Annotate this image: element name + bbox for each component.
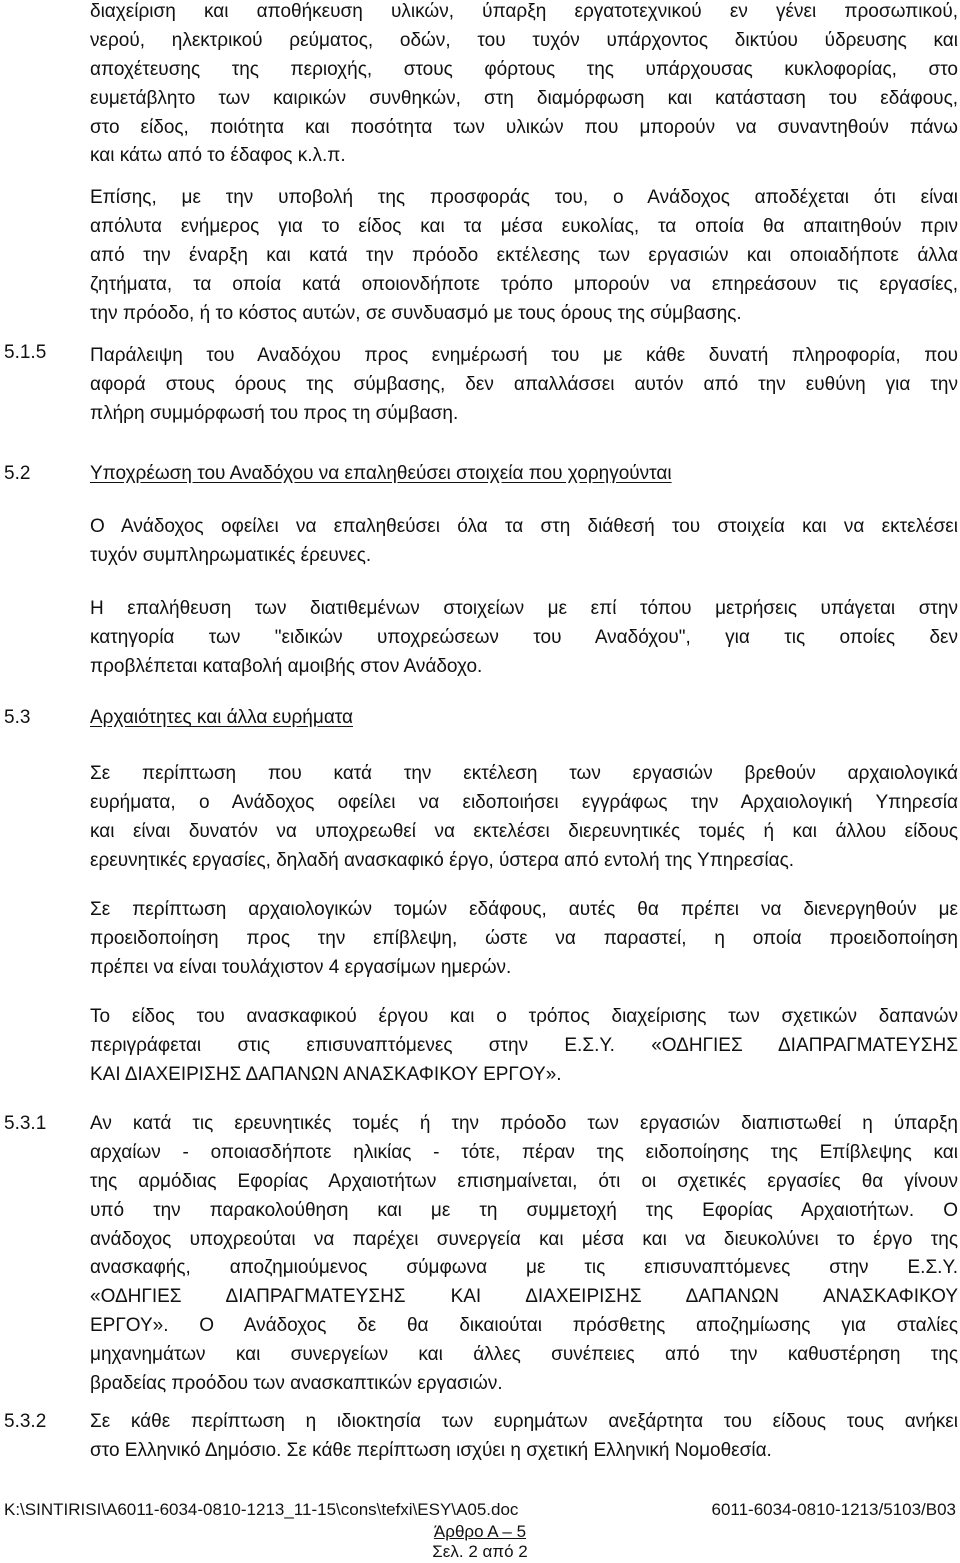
section-number-5-1-5: 5.1.5	[4, 342, 47, 363]
text-line: ζητήματα, τα οποία κατά οποιονδήποτε τρόπο μπορούν να επηρεάσουν τις εργασίες,	[90, 273, 958, 295]
footer-article-text: Άρθρο Α – 5	[433, 1522, 527, 1541]
text-line: περιγράφεται στις επισυναπτόμενες στην Ε.Σ.Υ. «ΟΔΗΓΙΕΣ ΔΙΑΠΡΑΓΜΑΤΕΥΣΗΣ	[90, 1034, 958, 1056]
text-line: Παράλειψη του Αναδόχου προς ενημέρωσή του με κάθε δυνατή πληροφορία, που	[90, 345, 958, 366]
text-line: αποχέτευσης της περιοχής, στους φόρτους της υπάρχουσας κυκλοφορίας, στο	[90, 58, 958, 80]
text-line: και είναι δυνατόν να υποχρεωθεί να εκτελέσει διερευνητικές τομές ή και άλλου είδους	[90, 820, 958, 842]
text-line: Αν κατά τις ερευνητικές τομές ή την πρόοδο των εργασιών διαπιστωθεί η ύπαρξη	[90, 1113, 958, 1134]
section-5-3-para-1	[90, 760, 958, 876]
footer-file-path: K:\SINTIRISI\A6011-6034-0810-1213_11-15\cons\tefxi\ESY\A05.doc	[4, 1500, 519, 1519]
section-5-3-heading-row	[90, 704, 958, 733]
text-line: προβλέπεται καταβολή αμοιβής στον Ανάδοχο.	[90, 655, 483, 677]
text-line: και κάτω από το έδαφος κ.λ.π.	[90, 145, 346, 167]
text-line: τυχόν συμπληρωματικές έρευνες.	[90, 544, 372, 566]
section-5-2-para-2	[90, 595, 958, 682]
text-line: ανάδοχος υποχρεούται να παρέχει συνεργεία και μέσα και να διευκολύνει το έργο της	[90, 1228, 958, 1250]
text-line: «ΟΔΗΓΙΕΣ ΔΙΑΠΡΑΓΜΑΤΕΥΣΗΣ ΚΑΙ ΔΙΑΧΕΙΡΙΣΗΣ ΔΑΠΑΝΩΝ ΑΝΑΣΚΑΦΙΚΟΥ	[90, 1286, 958, 1308]
footer-document-code: 6011-6034-0810-1213/5103/B03	[711, 1500, 956, 1519]
text-line: αρχαίων - οποιασδήποτε ηλικίας - τότε, πέραν της ειδοποίησης της Επίβλεψης και	[90, 1141, 958, 1163]
text-line: Η επαλήθευση των διατιθεμένων στοιχείων με επί τόπου μετρήσεις υπάγεται στην	[90, 598, 958, 619]
text-line: ΕΡΓΟΥ». Ο Ανάδοχος δε θα δικαιούται πρόσθετης αποζημίωσης για σταλίες	[90, 1315, 958, 1337]
section-5-1-5-text	[90, 342, 958, 429]
text-line: μηχανημάτων και συνεργείων και άλλες συνέπειες από την καθυστέρηση της	[90, 1344, 958, 1366]
section-5-3-2-text	[90, 1408, 958, 1466]
text-line: Επίσης, με την υποβολή της προσφοράς του, ο Ανάδοχος αποδέχεται ότι είναι	[90, 187, 958, 208]
section-number-5-3-1: 5.3.1	[4, 1113, 47, 1134]
section-5-2-heading-row	[90, 460, 958, 489]
section-number-5-2: 5.2	[4, 463, 31, 484]
text-line: ευρήματα, ο Ανάδοχος οφείλει να ειδοποιήσει εγγράφως την Αρχαιολογική Υπηρεσία	[90, 791, 958, 813]
text-line: στο είδος, ποιότητα και ποσότητα των υλικών που μπορούν να συναντηθούν πάνω	[90, 116, 958, 138]
footer-page-number: Σελ. 2 από 2	[432, 1542, 528, 1561]
text-line: από την έναρξη και κατά την πρόοδο εκτέλεσης των εργασιών και οποιαδήποτε άλλα	[90, 244, 958, 266]
text-line: ΚΑΙ ΔΙΑΧΕΙΡΙΣΗΣ ΔΑΠΑΝΩΝ ΑΝΑΣΚΑΦΙΚΟΥ ΕΡΓΟΥ».	[90, 1063, 562, 1085]
text-line: Σε περίπτωση αρχαιολογικών τομών εδάφους, αυτές θα πρέπει να διενεργηθούν με	[90, 899, 958, 920]
section-number-5-3: 5.3	[4, 707, 31, 728]
text-line: ανασκαφής, αποζημιούμενος σύμφωνα με τις επισυναπτόμενες στην Ε.Σ.Υ.	[90, 1257, 958, 1279]
section-5-3-heading: Αρχαιότητες και άλλα ευρήματα	[90, 707, 354, 728]
footer-article	[0, 1522, 960, 1542]
section-heading	[90, 704, 958, 733]
text-line: την πρόοδο, ή το κόστος αυτών, σε συνδυασμό με τους όρους της σύμβασης.	[90, 302, 742, 324]
section-number-5-3-2: 5.3.2	[4, 1411, 47, 1432]
paragraph-episis	[90, 184, 958, 328]
text-line: νερού, ηλεκτρικού ρεύματος, οδών, του τυχόν υπάρχοντος δικτύου ύδρευσης και	[90, 29, 958, 51]
section-5-3-para-2	[90, 896, 958, 983]
text-line: προειδοποίηση προς την επίβλεψη, ώστε να παραστεί, η οποία προειδοποίηση	[90, 927, 958, 949]
text-line: Σε περίπτωση που κατά την εκτέλεση των εργασιών βρεθούν αρχαιολογικά	[90, 763, 958, 784]
text-line: Σε κάθε περίπτωση η ιδιοκτησία των ευρημάτων ανεξάρτητα του είδους τους ανήκει	[90, 1411, 958, 1432]
section-5-3-1-text	[90, 1110, 958, 1399]
section-heading	[90, 460, 958, 489]
text-line: κατηγορία των "ειδικών υποχρεώσεων του Αναδόχου", για τις οποίες δεν	[90, 626, 958, 648]
text-line: υπό την παρακολούθηση και με τη συμμετοχή της Εφορίας Αρχαιοτήτων. Ο	[90, 1199, 958, 1221]
text-line: Ο Ανάδοχος οφείλει να επαληθεύσει όλα τα στη διάθεσή του στοιχεία και να εκτελέσει	[90, 516, 958, 537]
text-line: πλήρη συμμόρφωσή του προς τη σύμβαση.	[90, 402, 459, 424]
section-5-2-heading: Υποχρέωση του Αναδόχου να επαληθεύσει στοιχεία που χορηγούνται	[90, 463, 672, 484]
text-line: διαχείριση και αποθήκευση υλικών, ύπαρξη εργατοτεχνικού εν γένει προσωπικού,	[90, 1, 958, 22]
text-line: στο Ελληνικό Δημόσιο. Σε κάθε περίπτωση ισχύει η σχετική Ελληνική Νομοθεσία.	[90, 1439, 772, 1461]
text-line: πρέπει να είναι τουλάχιστον 4 εργασίμων ημερών.	[90, 956, 512, 978]
text-line: αφορά στους όρους της σύμβασης, δεν απαλλάσσει αυτόν από την ευθύνη για την	[90, 373, 958, 395]
section-5-2-para-1	[90, 513, 958, 571]
text-line: ερευνητικές εργασίες, δηλαδή ανασκαφικό έργο, ύστερα από εντολή της Υπηρεσίας.	[90, 849, 795, 871]
text-line: Το είδος του ανασκαφικού έργου και ο τρόπος διαχείρισης των σχετικών δαπανών	[90, 1006, 958, 1027]
text-line: ευμετάβλητο των καιρικών συνθηκών, στη διαμόρφωση και κατάσταση του εδάφους,	[90, 87, 958, 109]
text-line: απόλυτα ενήμερος για το είδος και τα μέσα ευκολίας, τα οποία θα απαιτηθούν πριν	[90, 215, 958, 237]
text-line: της αρμόδιας Εφορίας Αρχαιοτήτων επισημαίνεται, ότι οι σχετικές εργασίες θα γίνουν	[90, 1170, 958, 1192]
paragraph-intro	[90, 0, 958, 171]
section-5-3-para-3	[90, 1003, 958, 1090]
text-line: βραδείας προόδου των ανασκαπτικών εργασιών.	[90, 1373, 503, 1395]
